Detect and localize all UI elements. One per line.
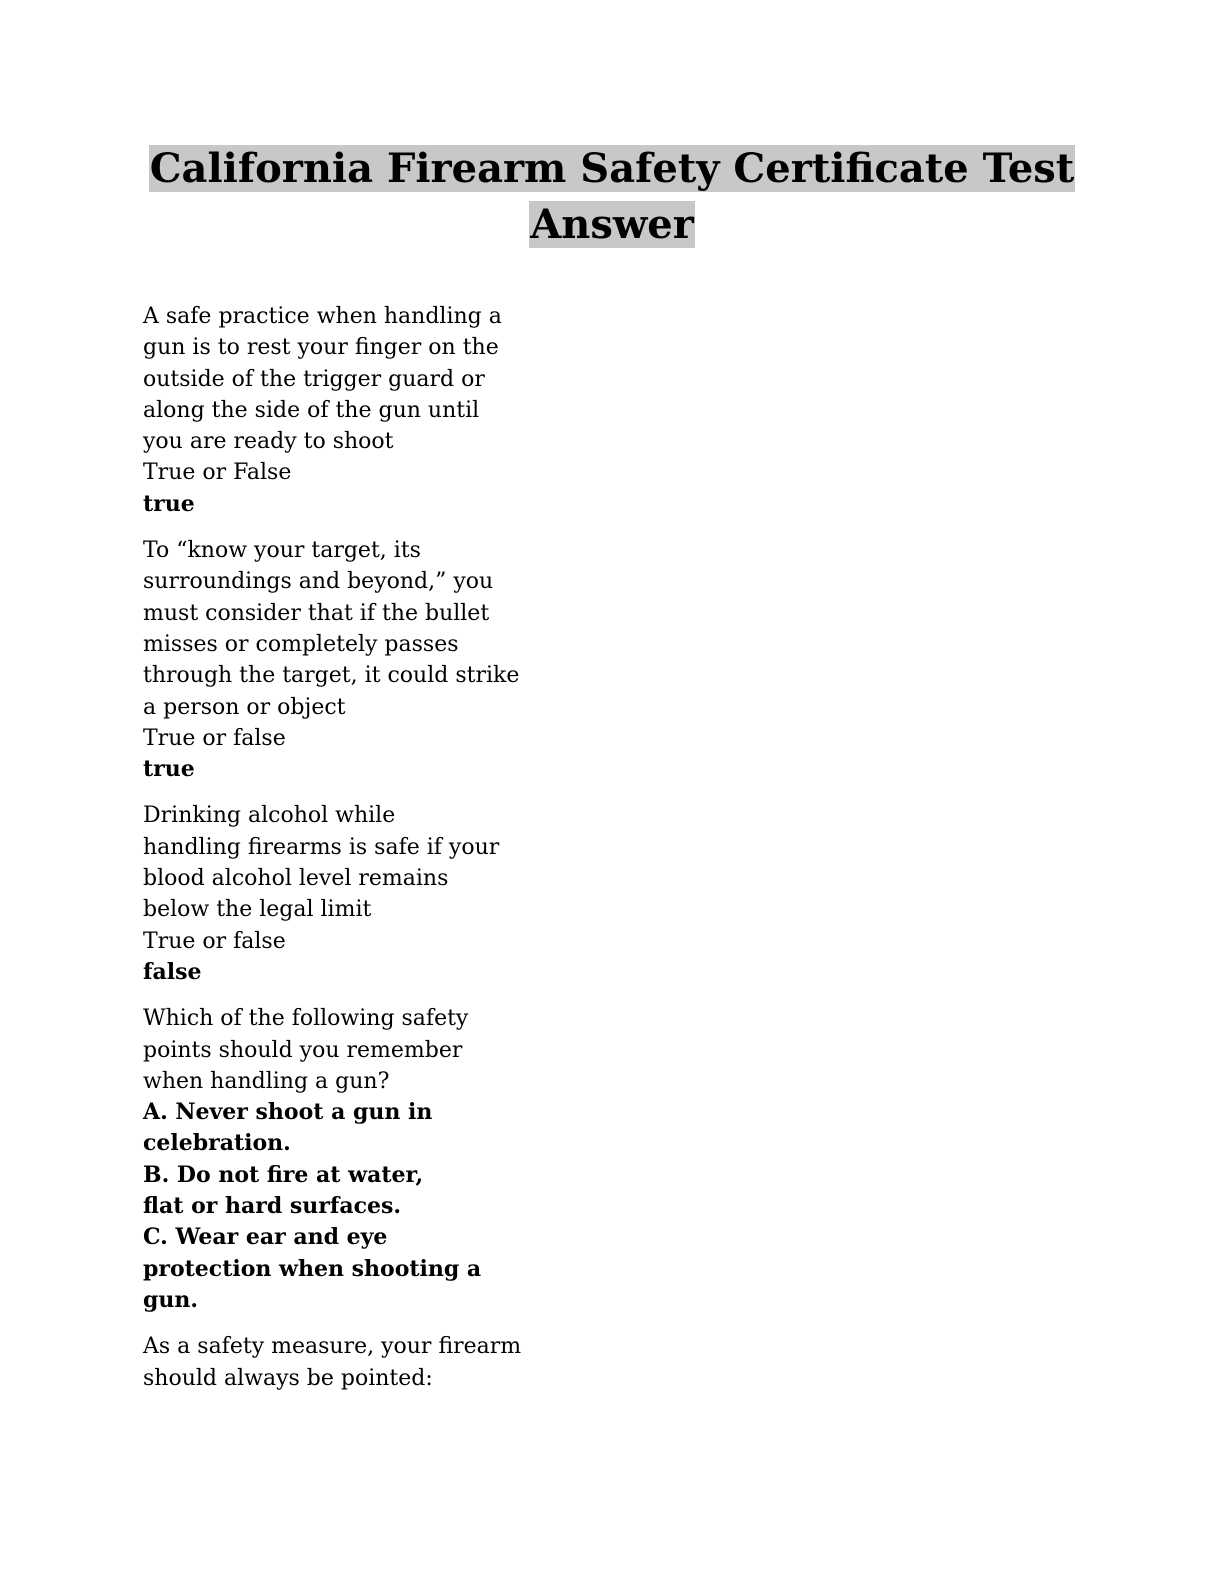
question-text-line: blood alcohol level remains — [143, 866, 449, 892]
answer-text: protection when shooting a — [143, 1255, 482, 1282]
page-title — [0, 141, 1224, 253]
question-text-line: you are ready to shoot — [143, 429, 394, 455]
answer-text: A. Never shoot a gun in — [143, 1099, 433, 1126]
title-line-1: California Firearm Safety Certificate Test — [149, 145, 1075, 192]
question-text-line: a person or object — [143, 694, 346, 720]
answer-text: celebration. — [143, 1130, 291, 1157]
answer-text: B. Do not fire at water, — [143, 1161, 424, 1188]
question-block-4 — [143, 1003, 563, 1316]
answer-text: C. Wear ear and eye — [143, 1224, 388, 1251]
question-text-line: through the target, it could strike — [143, 663, 520, 689]
question-list — [143, 301, 563, 1409]
answer-text: false — [143, 958, 202, 985]
question-text-line: surroundings and beyond,” you — [143, 569, 494, 595]
question-text-line: misses or completely passes — [143, 631, 459, 657]
question-block-5 — [143, 1331, 563, 1394]
question-text-line: gun is to rest your finger on the — [143, 335, 499, 361]
question-text-line: should always be pointed: — [143, 1365, 433, 1391]
question-text-line: True or False — [143, 460, 292, 486]
answer-text: true — [143, 756, 195, 783]
question-block-3 — [143, 800, 563, 988]
question-text-line: when handling a gun? — [143, 1068, 390, 1094]
answer-text: gun. — [143, 1286, 199, 1313]
question-text-line: below the legal limit — [143, 897, 372, 923]
question-block-2 — [143, 535, 563, 785]
question-text-line: True or false — [143, 928, 286, 954]
answer-text: true — [143, 490, 195, 517]
question-text-line: True or false — [143, 725, 286, 751]
question-text-line: As a safety measure, your firearm — [143, 1334, 522, 1360]
question-text-line: points should you remember — [143, 1037, 463, 1063]
question-text-line: must consider that if the bullet — [143, 600, 490, 626]
title-line-2: Answer — [530, 201, 694, 248]
question-text-line: A safe practice when handling a — [143, 304, 502, 329]
answer-text: flat or hard surfaces. — [143, 1193, 402, 1220]
question-block-1 — [143, 301, 563, 520]
question-text-line: Which of the following safety — [143, 1006, 469, 1032]
question-text-line: To “know your target, its — [143, 538, 421, 564]
question-text-line: along the side of the gun until — [143, 397, 480, 423]
question-text-line: handling firearms is safe if your — [143, 834, 500, 860]
question-text-line: Drinking alcohol while — [143, 803, 396, 829]
question-text-line: outside of the trigger guard or — [143, 366, 485, 392]
